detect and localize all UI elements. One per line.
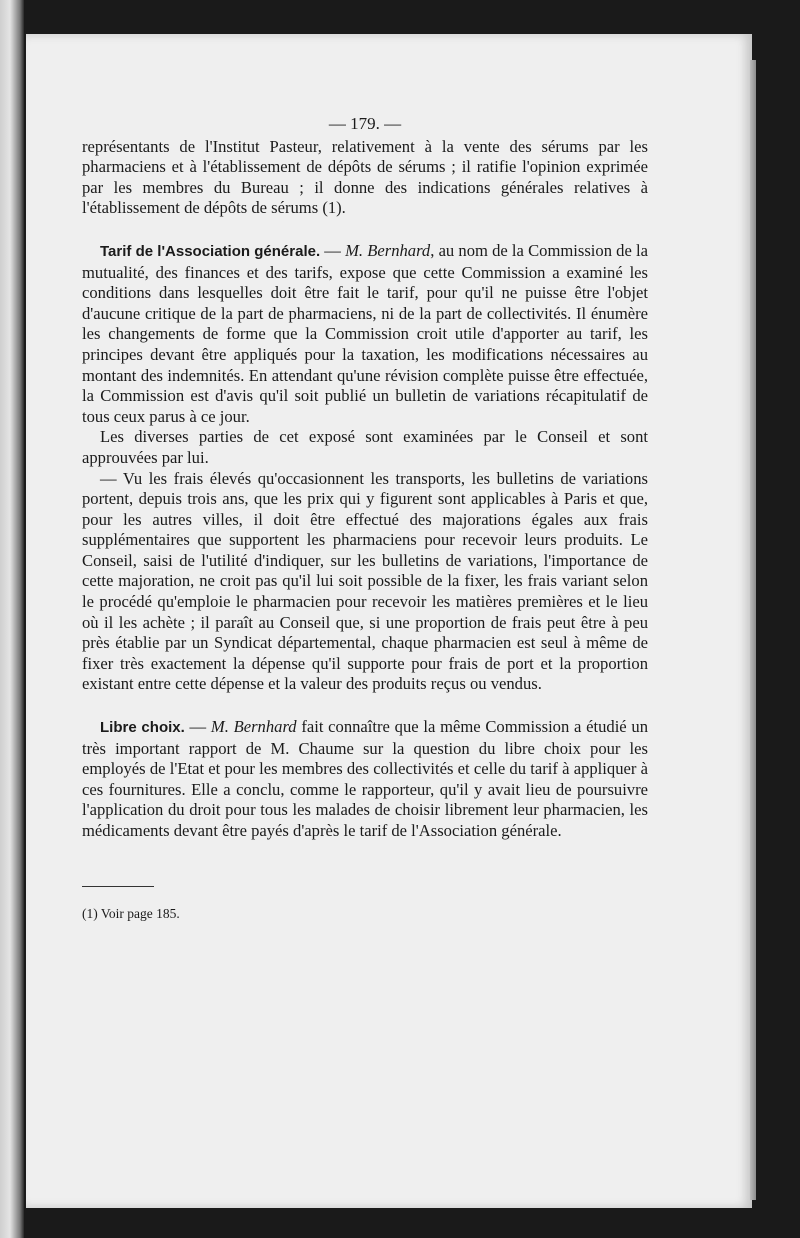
libre-choix-paragraph (82, 717, 648, 842)
libre-choix-body-text: fait connaître que la même Commission a étudié un très important rapport de M. Chaume sur la question du libre choix pour les employés de l'Etat et pour les membres des collectivités et celle du tarif à appliquer à ces fournitures. Elle a conclu, comme le rapporteur, qu'il y avait lieu de poursuivre l'application du droit pour tous les malades de choisir librement leur pharmacien, les médicaments devant être payés d'après le tarif de l'Association générale. (82, 717, 649, 840)
tarif-approval-paragraph: Les diverses parties de cet exposé sont examinées par le Conseil et sont approuvées par lui. (82, 427, 648, 467)
intro-paragraph: représentants de l'Institut Pasteur, relativement à la vente des sérums par les pharmaciens et à l'établissement de dépôts de sérums ; il ratifie l'opinion exprimée par les membres du Bureau ; il donne des indications générales relatives à l'établissement de dépôts de sérums (1). (82, 136, 648, 218)
page-number: — 179. — (328, 114, 402, 133)
page-stack-edge (750, 60, 756, 1200)
tarif-dash: — (320, 240, 346, 260)
tarif-transport-paragraph: — Vu les frais élevés qu'occasionnent les transports, les bulletins de variations portent, depuis trois ans, que les prix qui y figurent sont applicables à Paris et que, pour les autres villes, il doit être effectué des majorations égales aux frais supplémentaires que supportent les pharmaciens pour recevoir leurs produits. Le Conseil, saisi de l'utilité d'indiquer, sur les bulletins de variations, l'importance de cette majoration, ne croit pas qu'il lui soit possible de la fixer, les frais variant selon le procédé qu'emploie le pharmacien pour recevoir les matières premières et le lieu où il les achète ; il paraît au Conseil que, si une proportion de frais peut être à peu près établie par un Syndicat départemental, chaque pharmacien est seul à même de fixer très exactement la dépense qu'il supporte pour frais de port et la proportion existant entre cette dépense et la valeur des produits reçus ou vendus. (82, 468, 648, 694)
libre-choix-heading: Libre choix. (100, 719, 185, 737)
tarif-section-heading: Tarif de l'Association générale. (100, 242, 321, 260)
section-gap (82, 219, 648, 241)
document-page (26, 34, 752, 1208)
section-gap (82, 695, 648, 717)
footnote: (1) Voir page 185. (82, 905, 180, 921)
tarif-speaker-name: M. Bernhard (345, 240, 431, 260)
page-content (82, 114, 648, 923)
libre-choix-speaker-name: M. Bernhard (210, 717, 297, 737)
footnote-divider (82, 886, 154, 887)
tarif-section-paragraph (82, 241, 648, 427)
libre-choix-dash: — (184, 717, 211, 737)
tarif-body-text: , au nom de la Commission de la mutualité, des finances et des tarifs, expose que cette Commission a examiné les conditions dans lesquelles doit être fait le tarif, pour qu'il ne puisse être l'objet d'aucune critique de la part de pharmaciens, ni de la part de collectivités. Il énumère les changements de forme que la Commission croit utile d'apporter au tarif, les principes devant être appliqués pour la taxation, les modifications nécessaires au montant des indemnités. En attendant qu'une révision complète puisse être effectuée, la Commission est d'avis qu'il soit publié un bulletin de variations récapitulatif de tous ceux parus à ce jour. (82, 240, 648, 426)
book-binding-edge (0, 0, 24, 1238)
